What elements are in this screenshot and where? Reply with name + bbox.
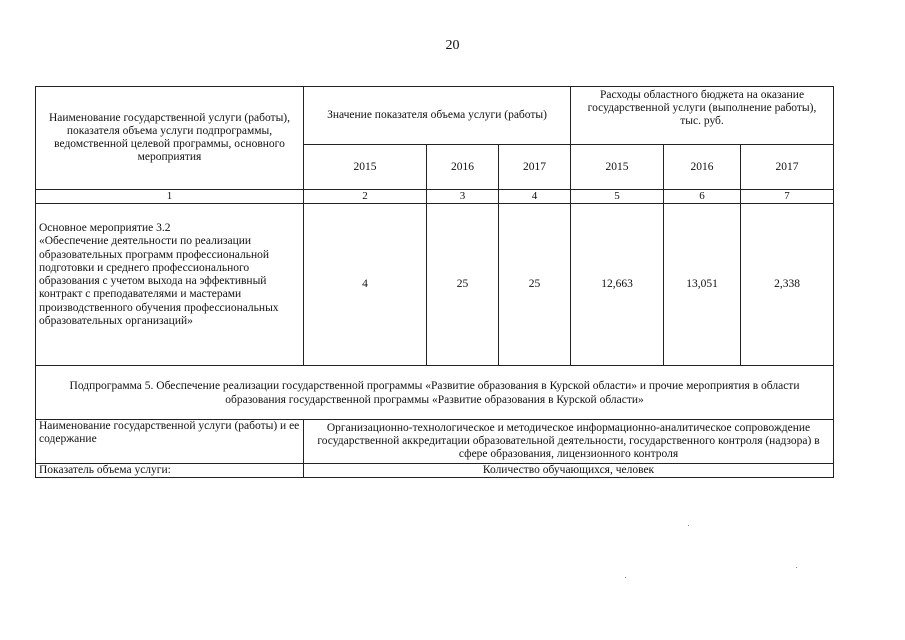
indicator-label: Показатель объема услуги:	[36, 464, 304, 478]
main-activity-cell	[36, 204, 304, 366]
scan-speck	[796, 567, 797, 568]
column-number: 5	[571, 190, 664, 204]
scan-speck	[625, 577, 626, 578]
value-cell: 4	[304, 204, 427, 366]
service-label: Наименование государственной услуги (работы) и ее содержание	[36, 420, 304, 464]
year-cell: 2016	[427, 145, 499, 190]
header-expenses-cell	[571, 87, 834, 145]
value-cell: 13,051	[664, 204, 741, 366]
year-cell: 2015	[571, 145, 664, 190]
year-cell: 2016	[664, 145, 741, 190]
page-number: 20	[445, 38, 460, 53]
main-activity-row	[36, 204, 834, 366]
main-activity-title: Основное мероприятие 3.2	[39, 222, 171, 234]
budget-table	[35, 86, 834, 478]
value-cell: 12,663	[571, 204, 664, 366]
header-expenses-title: Расходы областного бюджета на оказание государственной услуги (выполнение работы),	[587, 89, 817, 114]
header-volume-cell: Значение показателя объема услуги (работы)	[304, 87, 571, 145]
column-number: 4	[499, 190, 571, 204]
column-number-row	[36, 190, 834, 204]
column-number: 7	[741, 190, 834, 204]
header-name-cell: Наименование государственной услуги (работы), показателя объема услуги подпрограммы, ведомственной целевой программы, основного мероприятия	[36, 87, 304, 190]
column-number: 6	[664, 190, 741, 204]
value-cell: 2,338	[741, 204, 834, 366]
column-number: 2	[304, 190, 427, 204]
subprogram-title: Подпрограмма 5. Обеспечение реализации государственной программы «Развитие образования в Курской области» и прочие мероприятия в области образования государственной программы «Развитие образования в Курской области»	[36, 366, 834, 420]
value-cell: 25	[427, 204, 499, 366]
year-cell: 2017	[499, 145, 571, 190]
header-row-top	[36, 87, 834, 145]
year-cell: 2017	[741, 145, 834, 190]
indicator-row	[36, 464, 834, 478]
scan-speck	[688, 525, 689, 526]
indicator-value: Количество обучающихся, человек	[304, 464, 834, 478]
main-activity-description: «Обеспечение деятельности по реализации образовательных программ профессиональной подготовки и среднего профессионального образования с учетом выхода на эффективный контракт с преподавателями и мастерами производственного обучения профессиональных образовательных организаций»	[39, 235, 279, 328]
column-number: 1	[36, 190, 304, 204]
service-row	[36, 420, 834, 464]
value-cell: 25	[499, 204, 571, 366]
subprogram-row	[36, 366, 834, 420]
year-cell: 2015	[304, 145, 427, 190]
service-description: Организационно-технологическое и методическое информационно-аналитическое сопровождение государственной аккредитации образовательной деятельности, государственного контроля (надзора) в сфере образования, лицензионного контроля	[304, 420, 834, 464]
column-number: 3	[427, 190, 499, 204]
header-expenses-unit: тыс. руб.	[680, 115, 724, 127]
